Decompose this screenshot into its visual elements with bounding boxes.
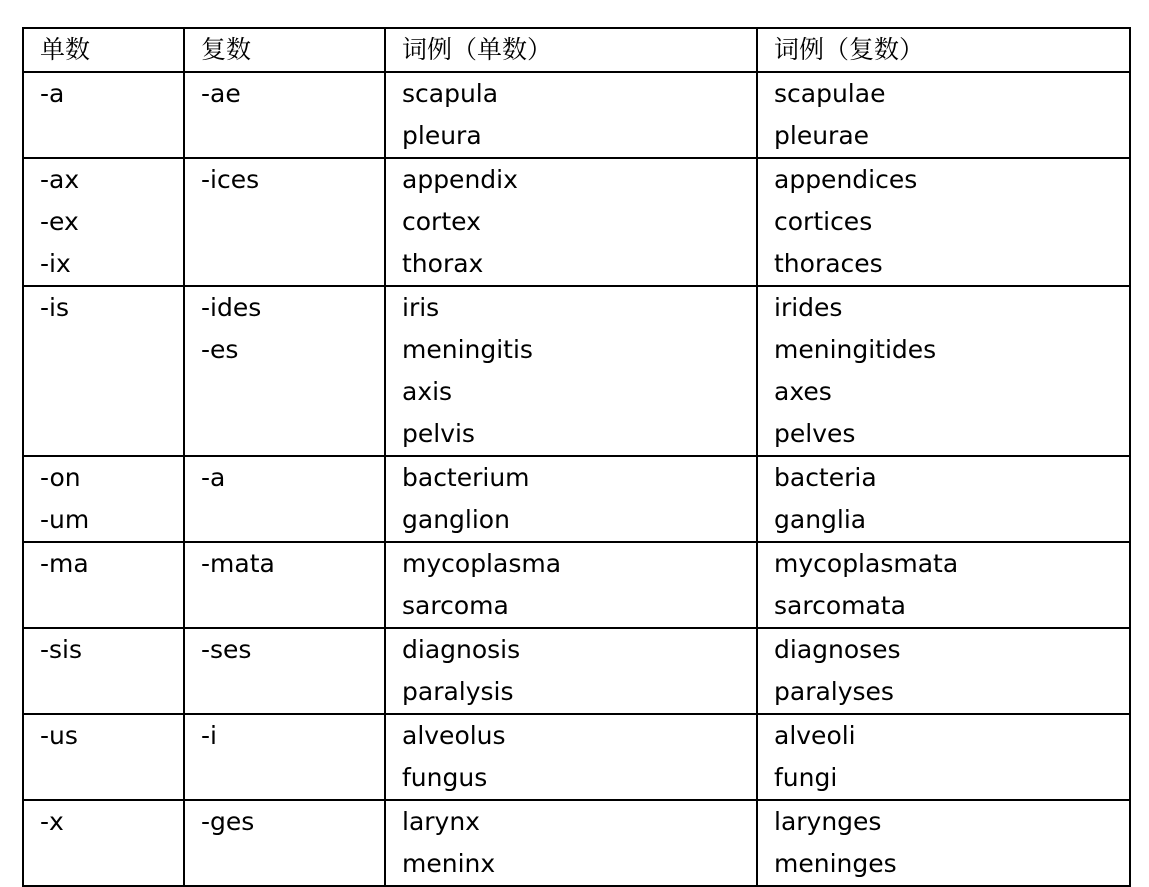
cell-line: -us xyxy=(40,721,78,750)
example-singular-cell xyxy=(385,456,757,542)
cell-line: ganglia xyxy=(774,505,867,534)
singular-suffix-cell xyxy=(23,286,184,456)
table-row xyxy=(23,456,1130,542)
singular-suffix-cell xyxy=(23,542,184,628)
cell-line: -ix xyxy=(40,249,71,278)
table-row xyxy=(23,542,1130,628)
header-plural: 复数 xyxy=(184,28,385,72)
table-row xyxy=(23,628,1130,714)
cell-line: pelvis xyxy=(402,419,475,448)
example-singular-cell xyxy=(385,714,757,800)
example-singular-cell xyxy=(385,800,757,886)
example-plural-cell xyxy=(757,286,1130,456)
example-plural-cell xyxy=(757,800,1130,886)
cell-line: mycoplasmata xyxy=(774,549,959,578)
cell-line: -mata xyxy=(201,549,275,578)
plural-suffix-cell xyxy=(184,542,385,628)
cell-line: bacteria xyxy=(774,463,877,492)
example-singular-cell xyxy=(385,72,757,158)
header-row xyxy=(23,28,1130,72)
cell-line: -ges xyxy=(201,807,255,836)
cell-line: diagnosis xyxy=(402,635,521,664)
cell-line: meninges xyxy=(774,849,897,878)
cell-line: larynx xyxy=(402,807,480,836)
cell-line: -es xyxy=(201,335,239,364)
cell-line: alveolus xyxy=(402,721,506,750)
example-plural-cell xyxy=(757,158,1130,286)
singular-suffix-cell xyxy=(23,800,184,886)
cell-line: fungus xyxy=(402,763,488,792)
example-singular-cell xyxy=(385,542,757,628)
singular-suffix-cell xyxy=(23,158,184,286)
table-row xyxy=(23,158,1130,286)
plural-suffix-cell xyxy=(184,72,385,158)
cell-line: bacterium xyxy=(402,463,530,492)
cell-line: axis xyxy=(402,377,453,406)
cell-line: fungi xyxy=(774,763,838,792)
cell-line: mycoplasma xyxy=(402,549,562,578)
cell-line: cortex xyxy=(402,207,481,236)
example-plural-cell xyxy=(757,542,1130,628)
cell-line: -ses xyxy=(201,635,252,664)
cell-line: meningitis xyxy=(402,335,533,364)
example-singular-cell xyxy=(385,158,757,286)
plural-suffix-cell xyxy=(184,456,385,542)
cell-line: irides xyxy=(774,293,843,322)
cell-line: -ax xyxy=(40,165,80,194)
table-header xyxy=(23,28,1130,72)
cell-line: pleurae xyxy=(774,121,870,150)
cell-line: sarcomata xyxy=(774,591,906,620)
singular-suffix-cell xyxy=(23,456,184,542)
plural-suffix-cell xyxy=(184,286,385,456)
cell-line: thorax xyxy=(402,249,484,278)
cell-line: -on xyxy=(40,463,81,492)
cell-line: appendix xyxy=(402,165,518,194)
example-singular-cell xyxy=(385,286,757,456)
plural-suffix-table xyxy=(22,27,1131,887)
example-singular-cell xyxy=(385,628,757,714)
cell-line: -is xyxy=(40,293,69,322)
example-plural-cell xyxy=(757,72,1130,158)
table-row xyxy=(23,286,1130,456)
cell-line: -ae xyxy=(201,79,241,108)
cell-line: sarcoma xyxy=(402,591,509,620)
header-example-plural: 词例（复数） xyxy=(757,28,1130,72)
example-plural-cell xyxy=(757,628,1130,714)
cell-line: meningitides xyxy=(774,335,937,364)
plural-suffix-cell xyxy=(184,158,385,286)
cell-line: thoraces xyxy=(774,249,883,278)
cell-line: -i xyxy=(201,721,217,750)
header-singular: 单数 xyxy=(23,28,184,72)
cell-line: cortices xyxy=(774,207,873,236)
cell-line: axes xyxy=(774,377,832,406)
cell-line: -ides xyxy=(201,293,262,322)
example-plural-cell xyxy=(757,456,1130,542)
plural-suffix-cell xyxy=(184,628,385,714)
header-example-singular: 词例（单数） xyxy=(385,28,757,72)
table-row xyxy=(23,72,1130,158)
cell-line: -a xyxy=(40,79,65,108)
cell-line: scapulae xyxy=(774,79,886,108)
singular-suffix-cell xyxy=(23,714,184,800)
cell-line: -sis xyxy=(40,635,83,664)
cell-line: -ices xyxy=(201,165,260,194)
example-plural-cell xyxy=(757,714,1130,800)
plural-suffix-cell xyxy=(184,714,385,800)
cell-line: -a xyxy=(201,463,226,492)
singular-suffix-cell xyxy=(23,72,184,158)
plural-suffix-cell xyxy=(184,800,385,886)
singular-suffix-cell xyxy=(23,628,184,714)
cell-line: ganglion xyxy=(402,505,510,534)
cell-line: appendices xyxy=(774,165,918,194)
cell-line: larynges xyxy=(774,807,882,836)
cell-line: alveoli xyxy=(774,721,856,750)
cell-line: -ma xyxy=(40,549,89,578)
table-body xyxy=(23,72,1130,886)
cell-line: pleura xyxy=(402,121,482,150)
cell-line: -x xyxy=(40,807,64,836)
cell-line: paralyses xyxy=(774,677,894,706)
cell-line: pelves xyxy=(774,419,856,448)
cell-line: iris xyxy=(402,293,440,322)
cell-line: diagnoses xyxy=(774,635,901,664)
cell-line: -ex xyxy=(40,207,79,236)
cell-line: meninx xyxy=(402,849,496,878)
cell-line: paralysis xyxy=(402,677,514,706)
cell-line: scapula xyxy=(402,79,499,108)
table-row xyxy=(23,714,1130,800)
table-row xyxy=(23,800,1130,886)
cell-line: -um xyxy=(40,505,90,534)
